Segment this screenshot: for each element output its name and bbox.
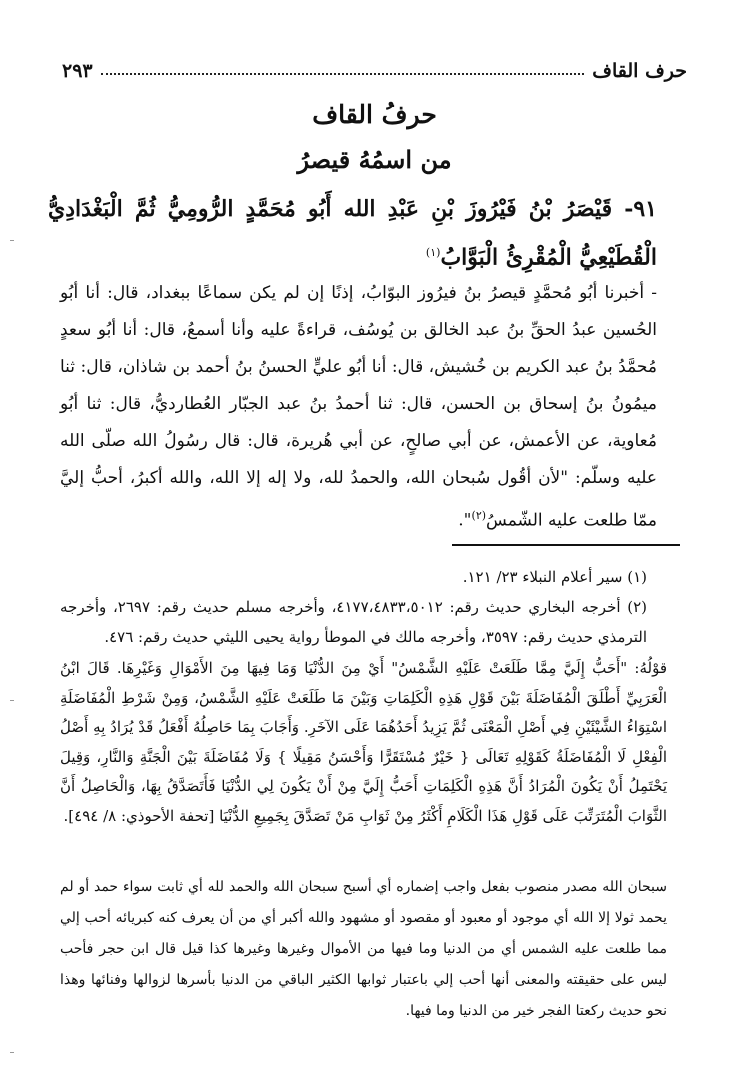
scan-edge-mark — [10, 700, 14, 701]
footnote-ref: (١) — [425, 246, 441, 259]
running-header — [62, 52, 687, 82]
footnote-1: (١) سير أعلام النبلاء ٢٣/ ١٢١. — [462, 568, 647, 586]
hadith-end: ". — [458, 510, 472, 531]
hadith-paragraph — [60, 275, 657, 540]
marginal-note-text: سبحان الله مصدر منصوب بفعل واجب إضماره أي أسبح سبحان الله والحمد لله أي ثابت سواء حمد أو لم يحمد ثولا إلا الله أي موجود أو معبود أو مقصود أو مشهود والله أكبر أي من أن يعرف كنه كبريائه أحب إلي مما طلعت عليه الشمس أي من الدنيا وما فيها من الأموال وغيرها وغيرها كذا قيل قال ابن حجر فأحب ليس على حقيقته والمعنى أنها أحب إلي باعتبار ثوابها الكثير الباقي من الدنيا بأسرها لزوالها وفنائها وهذا نحو حديث ركعتا الفجر خير من الدنيا وما فيها. — [60, 879, 667, 1019]
section-subtitle: من اسمُهُ قيصرُ — [297, 145, 452, 174]
footnotes — [60, 562, 667, 831]
page-number: ٢٩٣ — [62, 60, 93, 82]
scan-edge-mark — [10, 240, 14, 241]
section-title: حرفُ القاف — [312, 100, 437, 129]
hadith-text — [60, 275, 657, 540]
footnote-2: (٢) أخرجه البخاري حديث رقم: ٤١٧٧،٤٨٣٣،٥٠١٢، وأخرجه مسلم حديث رقم: ٢٦٩٧، وأخرجه الترمذي حديث رقم: ٣٥٩٧، وأخرجه مالك في الموطأ رواية يحيى الليثي حديث رقم: ٤٧٦. — [60, 598, 647, 646]
footnote-separator — [452, 544, 680, 546]
marginal-note — [60, 872, 667, 1027]
entry-heading-text: ٩١- قَيْصَرُ بْنُ فَيْرُوزَ بْنِ عَبْدِ الله أَبُو مُحَمَّدٍ الرُّومِيُّ ثُمَّ الْبَغْدَادِيُّ الْقُطَيْعِيُّ الْمُقْرِئُ الْبَوَّابُ — [48, 196, 657, 271]
footnote-ref: (٢) — [471, 509, 487, 522]
footnote-commentary: قوْلُهُ: "أَحَبُّ إِلَيَّ مِمَّا طَلَعَتْ عَلَيْهِ الشَّمْسُ" أَيْ مِنَ الدُّنْيَا وَمَا فِيهَا مِنَ الأَمْوَالِ وَغَيْرِهَا. قَالَ ابْنُ الْعَرَبِيِّ أَطْلَقَ الْمُفَاضَلَةَ بَيْنَ قَوْلِ هَذِهِ الْكَلِمَاتِ وَبَيْنَ مَا طَلَعَتْ عَلَيْهِ الشَّمْسُ، وَمِنْ شَرْطِ الْمُفَاضَلَةِ اسْتِوَاءُ الشَّيْئَيْنِ فِي أَصْلِ الْمَعْنَى ثُمَّ يَزِيدُ أَحَدُهُمَا عَلَى الآخَرِ. وَأَجَابَ بِمَا حَاصِلُهُ أَفْعَلُ قَدْ يُرَادُ بِهِ أَصْلُ الْفِعْلِ لَا الْمُفَاضَلَةُ كَقَوْلِهِ تَعَالَى { خَيْرٌ مُسْتَقَرًّا وَأَحْسَنُ مَقِيلًا } وَلَا مُفَاضَلَةَ بَيْنَ الْجَنَّةِ وَالنَّارِ، وَقِيلَ يَحْتَمِلُ أَنْ يَكُونَ الْمُرَادُ أَنَّ هَذِهِ الْكَلِمَاتِ أَحَبُّ إِلَيَّ مِنْ أَنْ يَكُونَ لِي الدُّنْيَا فَأَتَصَدَّقُ بِهَا، وَالْحَاصِلُ أَنَّ الثَّوَابَ الْمُتَرَتِّبَ عَلَى قَوْلِ هَذَا الْكَلَامِ أَكْثَرُ مِنْ ثَوَابِ مَنْ تَصَدَّقَ بِجَمِيعِ الدُّنْيَا [تحفة الأحوذي: ٨/ ٤٩٤]. — [60, 659, 667, 825]
scan-edge-mark — [10, 1052, 14, 1053]
hadith-body: - أخبرنا أبُو مُحمَّدٍ قيصرُ بنُ فيرُوز البوّابُ، إذنًا إن لم يكن سماعًا ببغداد، قال: أنا أبُو الحُسين عبدُ الحقِّ بنُ عبد الخالق بن يُوسُف، قراءةً عليه وأنا أسمعُ، قال: أنا أبُو سعدٍ مُحمَّدُ بنُ عبد الكريم بن خُشيش، قال: أنا أبُو عليٍّ الحسنُ بنُ أحمد بن شاذان، قال: ثنا ميمُونُ بنُ إسحاق بن الحسن، قال: ثنا أحمدُ بنُ عبد الجبّار العُطارديُّ، قال: ثنا أبُو مُعاوية، عن الأعمش، عن أبي صالحٍ، عن أبي هُريرة، قال: قال رسُولُ الله صلّى الله عليه وسلّم: "لأن أقُول سُبحان الله، والحمدُ لله، ولا إله إلا الله، والله أكبرُ، أحبُّ إليَّ ممّا طلعت عليه الشّمسُ — [60, 283, 657, 531]
entry-heading — [48, 187, 657, 279]
dotted-leader — [101, 73, 585, 75]
chapter-running-title: حرف القاف — [592, 60, 687, 82]
